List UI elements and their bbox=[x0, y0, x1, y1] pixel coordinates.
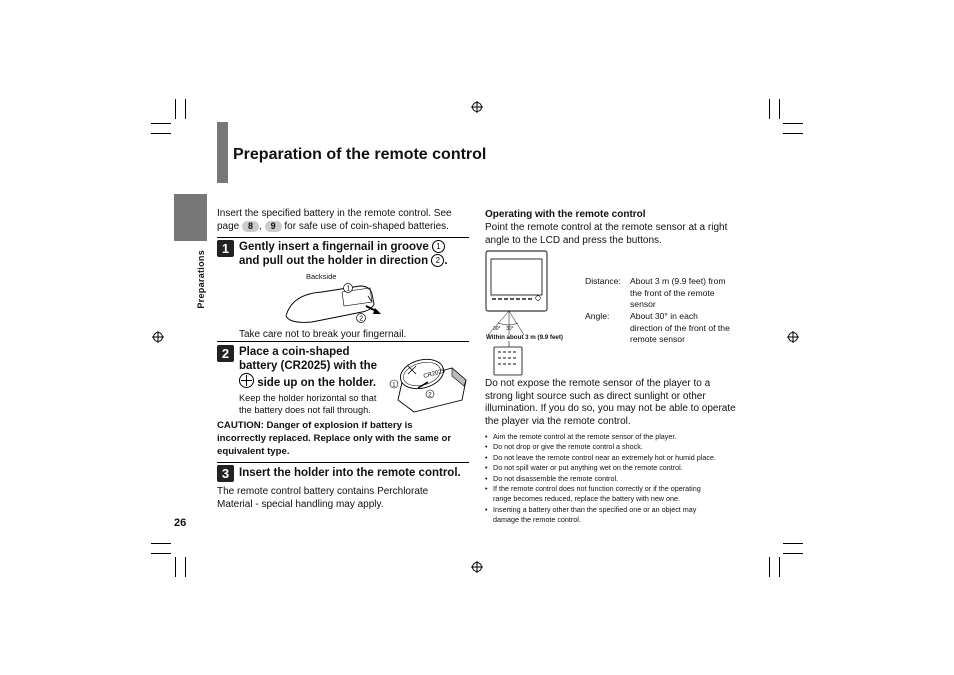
angle-value bbox=[630, 311, 750, 346]
intro-text-c: for safe use of coin-shaped batteries. bbox=[284, 221, 449, 232]
expose-line-1: Do not expose the remote sensor of the player to a bbox=[485, 378, 711, 389]
marker-2: 2 bbox=[431, 254, 444, 267]
section-tab bbox=[174, 194, 207, 241]
divider bbox=[217, 237, 469, 238]
distance-value-1: About 3 m (9.9 feet) from bbox=[630, 276, 726, 286]
step-1-line2: and pull out the holder in direction bbox=[239, 255, 429, 267]
step-2-title bbox=[239, 345, 399, 390]
crop-mark bbox=[769, 557, 770, 577]
step-2-line3: side up on the holder. bbox=[257, 377, 377, 389]
caution-line1: CAUTION: Danger of explosion if battery is bbox=[217, 420, 413, 431]
list-item-continuation: range becomes reduced, replace the battery with new one. bbox=[493, 494, 680, 504]
svg-text:CR2025: CR2025 bbox=[422, 368, 446, 380]
crop-mark bbox=[151, 123, 171, 124]
list-item: • If the remote control does not function correctly or if the operating bbox=[485, 484, 743, 494]
step-1-title bbox=[239, 240, 471, 268]
crop-mark bbox=[185, 557, 186, 577]
expose-line-2: strong light source such as direct sunlight or other bbox=[485, 390, 706, 402]
page-number: 26 bbox=[174, 517, 187, 529]
operating-text1: Point the remote control at the remote sensor at a right bbox=[485, 222, 728, 233]
step-1-number: 1 bbox=[217, 240, 234, 257]
list-item: • Do not drop or give the remote control a shock. bbox=[485, 442, 743, 452]
angle-value-3: remote sensor bbox=[630, 334, 685, 344]
svg-text:2: 2 bbox=[428, 392, 432, 399]
step-1-note: Take care not to break your fingernail. bbox=[239, 329, 407, 340]
step-3-note1: The remote control battery contains Perchlorate bbox=[217, 486, 429, 497]
step-1-period: . bbox=[444, 255, 448, 267]
crop-mark bbox=[151, 543, 171, 544]
list-item: • Do not spill water or put anything wet on the remote control. bbox=[485, 463, 743, 473]
backside-label: Backside bbox=[306, 272, 337, 281]
page-ref-9[interactable]: 9 bbox=[265, 221, 282, 232]
step-3-note bbox=[217, 485, 467, 511]
crop-mark bbox=[175, 557, 176, 577]
within-label: Within about 3 m (9.9 feet) bbox=[486, 334, 563, 341]
title-accent-bar bbox=[217, 122, 228, 183]
distance-value bbox=[630, 276, 750, 311]
step-2-note2: the battery does not fall through. bbox=[239, 405, 371, 415]
distance-label: Distance: bbox=[585, 276, 621, 286]
crop-mark bbox=[769, 99, 770, 119]
crop-mark bbox=[779, 99, 780, 119]
precautions-list bbox=[485, 432, 743, 526]
distance-value-3: sensor bbox=[630, 299, 656, 309]
angle-label: Angle: bbox=[585, 311, 610, 321]
crop-mark bbox=[783, 553, 803, 554]
caution-line2: incorrectly replaced. Replace only with the same or bbox=[217, 433, 452, 444]
crop-mark bbox=[783, 133, 803, 134]
page-ref-8[interactable]: 8 bbox=[242, 221, 259, 232]
list-item: • Do not disassemble the remote control. bbox=[485, 474, 743, 484]
registration-mark-icon bbox=[787, 331, 799, 343]
step-2-note bbox=[239, 392, 376, 416]
operating-text bbox=[485, 221, 745, 247]
expose-line-3: illumination. If you do so, you may not be able to operate bbox=[485, 403, 736, 415]
divider bbox=[217, 341, 469, 342]
section-label: Preparations bbox=[196, 250, 206, 309]
crop-mark bbox=[151, 553, 171, 554]
step-3-title: Insert the holder into the remote control. bbox=[239, 467, 461, 479]
remote-sensor-diagram bbox=[484, 249, 550, 377]
battery-holder-illustration bbox=[388, 352, 470, 416]
step-2-line1: Place a coin-shaped bbox=[239, 346, 350, 358]
crop-mark bbox=[779, 557, 780, 577]
intro-text-b: page bbox=[217, 221, 240, 232]
step-3-note2: Material - special handling may apply. bbox=[217, 499, 384, 510]
marker-1: 1 bbox=[432, 240, 445, 253]
step-3-number: 3 bbox=[217, 465, 234, 482]
list-item: • Do not leave the remote control near an extremely hot or humid place. bbox=[485, 453, 743, 463]
distance-value-2: the front of the remote bbox=[630, 287, 715, 298]
intro-comma: , bbox=[259, 221, 262, 232]
angle-value-2: direction of the front of the bbox=[630, 322, 730, 333]
registration-mark-icon bbox=[471, 101, 483, 113]
intro-paragraph bbox=[217, 207, 467, 233]
crop-mark bbox=[175, 99, 176, 119]
page-title: Preparation of the remote control bbox=[233, 146, 487, 163]
exposure-warning bbox=[485, 378, 747, 429]
crop-mark bbox=[783, 543, 803, 544]
expose-line-4: the player via the remote control. bbox=[485, 416, 631, 428]
angle-mark-left: 30° bbox=[493, 326, 501, 332]
step-2-note1: Keep the holder horizontal so that bbox=[239, 393, 377, 403]
angle-mark-right: 30° bbox=[506, 326, 514, 332]
step-1-line1: Gently insert a fingernail in groove bbox=[239, 241, 429, 253]
svg-text:1: 1 bbox=[346, 285, 351, 293]
step-2-line2: battery (CR2025) with the bbox=[239, 360, 378, 372]
operating-text2: angle to the LCD and press the buttons. bbox=[485, 235, 662, 246]
svg-text:1: 1 bbox=[392, 382, 396, 389]
caution-line3: equivalent type. bbox=[217, 446, 290, 457]
registration-mark-icon bbox=[471, 561, 483, 573]
list-item: • Inserting a battery other than the specified one or an object may bbox=[485, 505, 743, 515]
crop-mark bbox=[783, 123, 803, 124]
remote-backside-illustration bbox=[282, 280, 392, 326]
plus-symbol-icon bbox=[239, 373, 254, 388]
registration-mark-icon bbox=[152, 331, 164, 343]
svg-text:2: 2 bbox=[359, 315, 364, 323]
crop-mark bbox=[185, 99, 186, 119]
operating-heading: Operating with the remote control bbox=[485, 209, 646, 220]
list-item-continuation: damage the remote control. bbox=[493, 515, 581, 525]
list-item: • Aim the remote control at the remote sensor of the player. bbox=[485, 432, 743, 442]
divider bbox=[217, 462, 469, 463]
caution-text bbox=[217, 419, 472, 458]
step-2-number: 2 bbox=[217, 345, 234, 362]
crop-mark bbox=[151, 133, 171, 134]
angle-value-1: About 30° in each bbox=[630, 311, 698, 321]
intro-text-a: Insert the specified battery in the remote control. See bbox=[217, 208, 452, 219]
